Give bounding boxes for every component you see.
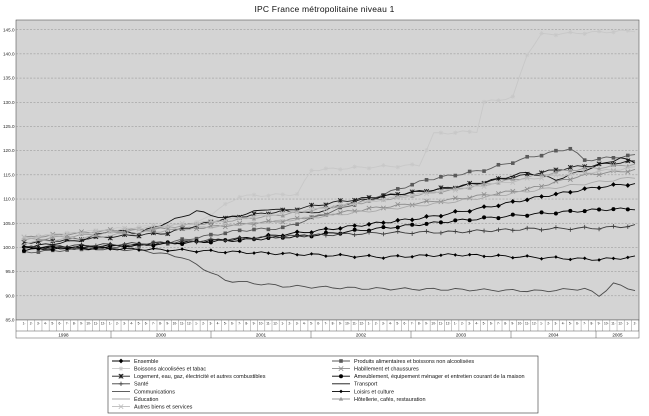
x-tick-label: 9- <box>597 321 601 326</box>
x-tick-label: 1- <box>281 321 285 326</box>
data-point <box>583 158 587 162</box>
legend <box>108 356 538 413</box>
x-tick-label: 11- <box>438 321 444 326</box>
x-tick-label: 10- <box>603 321 609 326</box>
data-point <box>367 166 371 170</box>
y-tick-label: 140.0 <box>3 51 15 57</box>
data-point <box>597 157 601 161</box>
data-point <box>467 130 471 134</box>
x-axis <box>16 320 639 338</box>
x-tick-label: 8- <box>331 321 335 326</box>
data-point <box>525 214 529 218</box>
data-point <box>223 232 227 236</box>
data-point <box>482 100 486 104</box>
data-point <box>266 193 270 197</box>
data-point <box>568 30 572 34</box>
x-tick-label: 8- <box>417 321 421 326</box>
data-point <box>568 209 572 213</box>
data-point <box>237 195 241 199</box>
data-point <box>540 154 544 158</box>
x-tick-label: 4- <box>561 321 565 326</box>
y-tick-label: 135.0 <box>3 75 15 81</box>
data-point <box>238 229 242 233</box>
x-tick-label: 12- <box>187 321 192 326</box>
data-point <box>554 212 558 216</box>
data-point <box>425 222 429 226</box>
x-tick-label: 3- <box>554 321 558 326</box>
x-tick-label: 5- <box>568 321 572 326</box>
x-tick-label: 10- <box>258 321 264 326</box>
data-point <box>252 193 256 197</box>
x-tick-label: 8- <box>245 321 249 326</box>
x-tick-label: 1- <box>367 321 371 326</box>
data-point <box>496 216 500 220</box>
y-tick-label: 125.0 <box>3 124 15 130</box>
data-point <box>453 131 457 135</box>
x-tick-label: 1- <box>453 321 457 326</box>
x-tick-label: 10- <box>172 321 178 326</box>
data-point <box>482 169 486 173</box>
data-point <box>410 162 414 166</box>
x-tick-label: 1- <box>540 321 543 326</box>
data-point <box>612 156 616 160</box>
data-point <box>511 213 515 217</box>
legend-item <box>332 374 525 380</box>
legend-label: Éducation <box>134 396 159 403</box>
x-tick-label: 7- <box>583 321 587 326</box>
x-tick-label: 2- <box>29 321 33 326</box>
data-point <box>223 202 227 206</box>
legend-label: Habillement et chaussures <box>354 366 419 373</box>
x-tick-label: 1- <box>626 321 630 326</box>
data-point <box>410 183 414 187</box>
x-tick-label: 11- <box>611 321 616 326</box>
x-tick-label: 1- <box>108 321 112 326</box>
x-tick-label: 11- <box>524 321 530 326</box>
x-tick-label: 1- <box>195 321 198 326</box>
data-point <box>252 228 256 232</box>
data-point <box>281 192 285 196</box>
data-point <box>439 131 443 135</box>
x-tick-label: 11- <box>179 321 185 326</box>
y-tick-label: 100.0 <box>3 245 15 251</box>
data-point <box>611 207 615 211</box>
data-point <box>511 94 515 98</box>
year-label: 1998 <box>58 332 69 338</box>
data-point <box>468 218 472 222</box>
x-tick-label: 9- <box>252 321 256 326</box>
x-tick-label: 10- <box>345 321 350 326</box>
x-tick-label: 6- <box>144 321 148 326</box>
x-tick-label: 5- <box>310 321 313 326</box>
data-point <box>539 31 543 35</box>
legend-swatch-marker <box>339 359 343 363</box>
x-tick-label: 9- <box>166 321 170 326</box>
x-tick-label: 7- <box>324 321 328 326</box>
y-tick-label: 105.0 <box>3 220 15 226</box>
x-tick-label: 12- <box>273 321 278 326</box>
data-point <box>453 174 457 178</box>
legend-label: Hôtellerie, cafés, restauration <box>354 396 426 403</box>
data-point <box>324 166 328 170</box>
data-point <box>482 215 486 219</box>
year-label: 2000 <box>155 332 167 338</box>
data-point <box>439 175 443 179</box>
legend-label: Ensemble <box>134 358 159 365</box>
x-tick-label: 8- <box>504 321 508 326</box>
data-point <box>22 249 26 253</box>
data-point <box>381 163 385 167</box>
data-point <box>468 170 472 174</box>
y-axis <box>3 27 15 322</box>
data-point <box>611 30 615 34</box>
y-tick-label: 145.0 <box>3 27 15 33</box>
x-tick-label: 4- <box>216 321 220 326</box>
x-tick-label: 7- <box>65 321 69 326</box>
data-point <box>352 165 356 169</box>
x-tick-label: 10- <box>517 321 523 326</box>
x-tick-label: 11- <box>266 321 271 326</box>
data-point <box>597 29 601 33</box>
x-tick-label: 2- <box>374 321 378 326</box>
x-tick-label: 5- <box>137 321 141 326</box>
data-point <box>582 32 586 36</box>
x-tick-label: 6- <box>576 321 579 326</box>
y-tick-label: 130.0 <box>3 99 15 105</box>
data-point <box>439 220 443 224</box>
y-tick-label: 115.0 <box>3 172 15 178</box>
x-tick-label: 3- <box>381 321 385 326</box>
x-tick-label: 4- <box>475 321 479 326</box>
x-tick-label: 4- <box>302 321 306 326</box>
data-point <box>309 168 313 172</box>
x-tick-label: 6- <box>403 321 407 326</box>
data-point <box>381 225 385 229</box>
x-tick-label: 12- <box>100 321 106 326</box>
legend-label: Communications <box>134 389 175 396</box>
data-point <box>497 163 501 167</box>
data-point <box>209 233 213 237</box>
x-tick-label: 7- <box>238 321 242 326</box>
x-tick-label: 8- <box>72 321 76 326</box>
data-point <box>37 250 41 254</box>
x-tick-label: 3- <box>295 321 299 326</box>
data-point <box>410 223 414 227</box>
x-tick-label: 9- <box>425 321 428 326</box>
x-tick-label: 3- <box>123 321 127 326</box>
x-tick-label: 12- <box>618 321 623 326</box>
data-point <box>353 228 357 232</box>
data-point <box>396 187 400 191</box>
x-tick-label: 4- <box>389 321 393 326</box>
data-point <box>569 147 573 151</box>
x-tick-label: 7- <box>151 321 155 326</box>
x-tick-label: 2- <box>202 321 206 326</box>
data-point <box>496 98 500 102</box>
data-point <box>425 178 429 182</box>
x-tick-label: 2- <box>633 321 637 326</box>
x-tick-label: 2- <box>547 321 551 326</box>
legend-label: Transport <box>354 381 378 388</box>
data-point <box>281 226 285 230</box>
legend-label: Produits alimentaires et boissons non alcoolisées <box>354 358 475 365</box>
year-label: 2002 <box>355 332 367 338</box>
x-tick-label: 5- <box>223 321 227 326</box>
x-tick-label: 2- <box>288 321 292 326</box>
data-point <box>525 53 529 57</box>
legend-label: Loisirs et culture <box>354 389 395 396</box>
legend-label: Autres biens et services <box>134 404 193 411</box>
legend-item <box>332 359 474 365</box>
year-label: 2001 <box>255 332 267 338</box>
legend-swatch-marker <box>339 374 343 378</box>
chart-title: IPC France métropolitaine niveau 1 <box>254 4 395 14</box>
x-tick-label: 12- <box>445 321 451 326</box>
x-tick-label: 9- <box>338 321 342 326</box>
y-tick-label: 90.0 <box>5 293 15 299</box>
x-tick-label: 2- <box>116 321 119 326</box>
year-label: 2005 <box>612 332 623 338</box>
data-point <box>626 154 630 158</box>
data-point <box>554 33 558 37</box>
data-point <box>424 148 428 152</box>
data-point <box>396 225 400 229</box>
x-tick-label: 6- <box>317 321 321 326</box>
data-point <box>540 210 544 214</box>
y-tick-label: 95.0 <box>5 269 15 275</box>
y-tick-label: 110.0 <box>3 196 15 202</box>
legend-label: Ameublement, équipement ménager et entretien courant de la maison <box>354 374 525 381</box>
x-tick-label: 5- <box>396 321 400 326</box>
x-tick-label: 2- <box>461 321 464 326</box>
legend-swatch-marker <box>119 366 123 370</box>
data-point <box>511 161 515 165</box>
x-tick-label: 1- <box>22 321 26 326</box>
x-tick-label: 8- <box>590 321 594 326</box>
x-tick-label: 6- <box>58 321 62 326</box>
x-tick-label: 5- <box>482 321 486 326</box>
data-point <box>396 165 400 169</box>
data-point <box>554 149 558 153</box>
data-point <box>338 167 342 171</box>
y-tick-label: 85.0 <box>5 317 15 323</box>
x-tick-label: 7- <box>410 321 414 326</box>
x-tick-label: 3- <box>468 321 472 326</box>
x-tick-label: 11- <box>93 321 99 326</box>
legend-label: Logement, eau, gaz, électricité et autres combustibles <box>134 374 266 381</box>
y-tick-label: 120.0 <box>3 148 15 154</box>
data-point <box>583 209 587 213</box>
x-tick-label: 7- <box>497 321 500 326</box>
x-tick-label: 10- <box>431 321 437 326</box>
legend-item <box>112 374 266 380</box>
data-point <box>525 155 529 159</box>
x-tick-label: 11- <box>352 321 357 326</box>
data-point <box>626 28 630 32</box>
data-point <box>267 228 271 232</box>
x-tick-label: 5- <box>51 321 55 326</box>
year-label: 2004 <box>548 332 559 338</box>
data-point <box>597 207 601 211</box>
x-tick-label: 6- <box>489 321 493 326</box>
data-point <box>295 222 299 226</box>
x-tick-label: 9- <box>80 321 83 326</box>
data-point <box>626 207 630 211</box>
x-tick-label: 12- <box>359 321 365 326</box>
data-point <box>453 218 457 222</box>
year-label: 2003 <box>455 332 467 338</box>
legend-label: Santé <box>134 381 149 388</box>
x-tick-label: 4- <box>44 321 47 326</box>
x-tick-label: 3- <box>36 321 40 326</box>
x-tick-label: 8- <box>159 321 162 326</box>
x-tick-label: 3- <box>209 321 213 326</box>
legend-label: Boissons alcoolisées et tabac <box>134 366 207 373</box>
x-tick-label: 9- <box>511 321 515 326</box>
x-tick-label: 12- <box>532 321 537 326</box>
data-point <box>295 192 299 196</box>
x-tick-label: 4- <box>130 321 134 326</box>
x-tick-label: 6- <box>231 321 234 326</box>
x-tick-label: 10- <box>86 321 91 326</box>
